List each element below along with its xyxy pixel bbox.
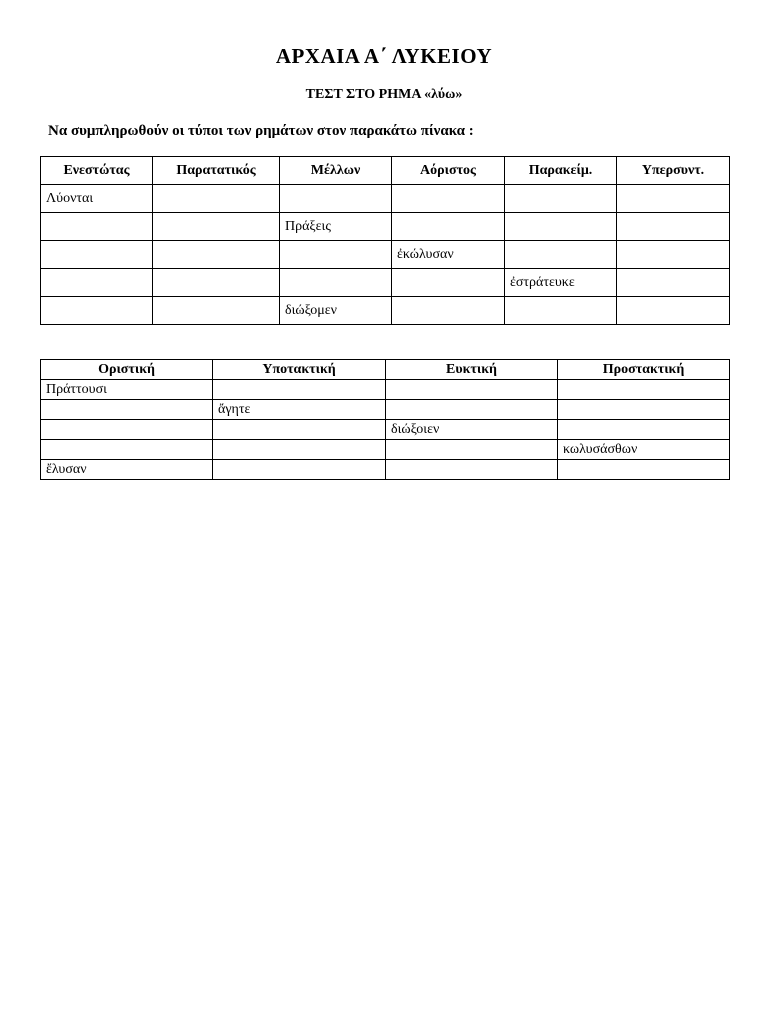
table-cell[interactable]: διώξοιεν xyxy=(386,420,558,440)
table-cell[interactable] xyxy=(41,297,153,325)
table-cell[interactable] xyxy=(505,213,617,241)
table-cell[interactable] xyxy=(41,269,153,297)
table-cell[interactable] xyxy=(41,420,213,440)
table-cell[interactable] xyxy=(617,213,730,241)
table-cell[interactable]: ἔλυσαν xyxy=(41,460,213,480)
table-cell[interactable] xyxy=(558,460,730,480)
document-subtitle: ΤΕΣΤ ΣΤΟ ΡΗΜΑ «λύω» xyxy=(305,87,463,102)
table-cell[interactable] xyxy=(213,420,386,440)
table-cell[interactable] xyxy=(558,380,730,400)
table-cell[interactable] xyxy=(558,420,730,440)
table-cell[interactable] xyxy=(617,297,730,325)
tenses-header-cell: Παρακείμ. xyxy=(505,157,617,185)
table-cell[interactable] xyxy=(392,269,505,297)
moods-header-cell: Υποτακτική xyxy=(213,360,386,380)
table-cell[interactable] xyxy=(153,213,280,241)
table-cell[interactable] xyxy=(153,185,280,213)
table-cell[interactable]: Λύονται xyxy=(41,185,153,213)
table-row xyxy=(41,400,730,420)
table-cell[interactable] xyxy=(505,297,617,325)
tenses-table xyxy=(40,156,730,325)
tenses-header-row xyxy=(41,157,730,185)
table-row xyxy=(41,297,730,325)
table-cell[interactable] xyxy=(617,241,730,269)
moods-header-cell: Ευκτική xyxy=(386,360,558,380)
table-cell[interactable] xyxy=(41,241,153,269)
moods-header-cell: Οριστική xyxy=(41,360,213,380)
table-cell[interactable]: ἐκώλυσαν xyxy=(392,241,505,269)
tenses-header-cell: Υπερσυντ. xyxy=(617,157,730,185)
table-cell[interactable] xyxy=(213,440,386,460)
tenses-header-cell: Ενεστώτας xyxy=(41,157,153,185)
table-cell[interactable] xyxy=(153,241,280,269)
table-row xyxy=(41,420,730,440)
table-cell[interactable] xyxy=(153,297,280,325)
moods-header-cell: Προστακτική xyxy=(558,360,730,380)
table-cell[interactable] xyxy=(558,400,730,420)
table-row xyxy=(41,269,730,297)
moods-table xyxy=(40,359,730,480)
table-cell[interactable]: ἐστράτευκε xyxy=(505,269,617,297)
tenses-header-cell: Παρατατικός xyxy=(153,157,280,185)
table-cell[interactable] xyxy=(41,440,213,460)
table-cell[interactable] xyxy=(617,185,730,213)
table-cell[interactable] xyxy=(386,400,558,420)
table-cell[interactable] xyxy=(386,460,558,480)
table-cell[interactable]: Πράττουσι xyxy=(41,380,213,400)
table-cell[interactable] xyxy=(617,269,730,297)
table-cell[interactable] xyxy=(213,460,386,480)
table-row xyxy=(41,460,730,480)
table-cell[interactable]: ἄγητε xyxy=(213,400,386,420)
table-cell[interactable] xyxy=(505,241,617,269)
table-cell[interactable]: κωλυσάσθων xyxy=(558,440,730,460)
table-cell[interactable] xyxy=(392,213,505,241)
table-cell[interactable]: διώξομεν xyxy=(280,297,392,325)
table-cell[interactable] xyxy=(280,269,392,297)
table-cell[interactable] xyxy=(280,241,392,269)
tenses-header-cell: Μέλλων xyxy=(280,157,392,185)
table-cell[interactable] xyxy=(505,185,617,213)
table-row xyxy=(41,380,730,400)
table-row xyxy=(41,241,730,269)
table-cell[interactable] xyxy=(392,185,505,213)
table-cell[interactable] xyxy=(41,400,213,420)
table-row xyxy=(41,440,730,460)
table-row xyxy=(41,185,730,213)
table-cell[interactable]: Πράξεις xyxy=(280,213,392,241)
table-cell[interactable] xyxy=(280,185,392,213)
instruction-text: Να συμπληρωθούν οι τύποι των ρημάτων στον παρακάτω πίνακα : xyxy=(48,123,474,139)
table-cell[interactable] xyxy=(153,269,280,297)
table-cell[interactable] xyxy=(386,440,558,460)
moods-header-row xyxy=(41,360,730,380)
table-cell[interactable] xyxy=(392,297,505,325)
table-cell[interactable] xyxy=(41,213,153,241)
table-row xyxy=(41,213,730,241)
document-title: ΑΡΧΑΙΑ Α΄ ΛΥΚΕΙΟΥ xyxy=(275,44,493,68)
table-cell[interactable] xyxy=(386,380,558,400)
tenses-header-cell: Αόριστος xyxy=(392,157,505,185)
table-cell[interactable] xyxy=(213,380,386,400)
